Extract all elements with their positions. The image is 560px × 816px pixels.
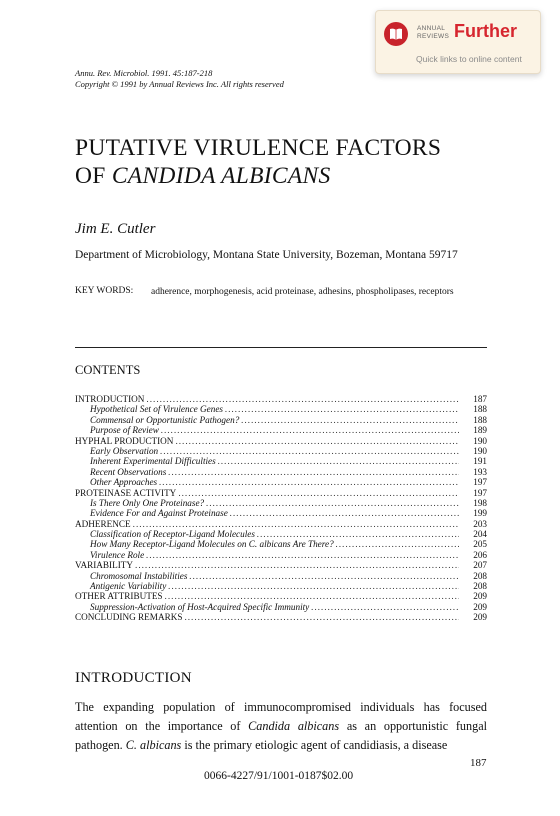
toc-dot-leader	[218, 456, 459, 466]
toc-page-number: 207	[473, 560, 487, 571]
intro-text-e: is the primary etiologic agent of candidiasis, a disease	[181, 738, 448, 752]
author-affiliation: Department of Microbiology, Montana State University, Bozeman, Montana 59717	[75, 249, 458, 261]
toc-dot-leader	[135, 560, 459, 570]
toc-entry-title: Chromosomal Instabilities	[90, 570, 188, 581]
toc-page-number: 209	[473, 612, 487, 623]
toc-page-number: 204	[473, 529, 487, 540]
toc-dot-leader	[230, 508, 459, 518]
toc-dot-leader	[161, 425, 459, 435]
toc-subentry[interactable]	[75, 467, 487, 477]
toc-dot-leader	[225, 404, 459, 414]
contents-heading: CONTENTS	[75, 363, 141, 377]
badge-further-label[interactable]: Further	[454, 21, 517, 41]
toc-page-number: 208	[473, 581, 487, 592]
keywords-label: KEY WORDS:	[75, 286, 134, 296]
toc-entry-title: CONCLUDING REMARKS	[75, 612, 183, 623]
toc-entry-title: Inherent Experimental Difficulties	[90, 456, 216, 467]
toc-page-number: 188	[473, 404, 487, 415]
intro-species-name: Candida albicans	[248, 719, 340, 733]
annual-reviews-logo-icon	[384, 22, 408, 46]
toc-entry[interactable]	[75, 519, 487, 529]
toc-entry-title: How Many Receptor-Ligand Molecules on C. albicans Are There?	[90, 539, 334, 550]
toc-entry-title: INTRODUCTION	[75, 394, 145, 404]
toc-subentry[interactable]	[75, 498, 487, 508]
toc-dot-leader	[178, 488, 459, 498]
table-of-contents	[75, 394, 487, 623]
toc-entry-title: Antigenic Variability	[90, 581, 167, 592]
toc-dot-leader	[146, 550, 459, 560]
toc-entry[interactable]	[75, 560, 487, 570]
toc-page-number: 190	[473, 435, 487, 446]
title-line-2	[75, 162, 441, 190]
toc-page-number: 199	[473, 508, 487, 519]
toc-subentry[interactable]	[75, 571, 487, 581]
page-number: 187	[470, 757, 487, 769]
toc-dot-leader	[189, 571, 459, 581]
toc-subentry[interactable]	[75, 477, 487, 487]
article-title	[75, 134, 441, 190]
intro-text-c: as an opportunistic fungal pathogen.	[75, 719, 487, 752]
toc-subentry[interactable]	[75, 529, 487, 539]
toc-subentry[interactable]	[75, 456, 487, 466]
keywords-text: adherence, morphogenesis, acid proteinase, adhesins, phospholipases, receptors	[151, 287, 454, 297]
toc-page-number: 191	[473, 456, 487, 467]
toc-entry-title: VARIABILITY	[75, 560, 134, 571]
badge-subtitle[interactable]: Quick links to online content	[416, 54, 522, 64]
header-divider	[75, 347, 487, 348]
toc-entry-title: OTHER ATTRIBUTES	[75, 591, 163, 602]
toc-page-number: 209	[473, 601, 487, 612]
citation-line-1: Annu. Rev. Microbiol. 1991. 45:187-218	[75, 68, 213, 78]
toc-page-number: 190	[473, 445, 487, 456]
toc-entry-title: Suppression-Activation of Host-Acquired Specific Immunity	[90, 601, 310, 612]
toc-entry-title: Purpose of Review	[90, 425, 159, 436]
toc-dot-leader	[159, 477, 459, 487]
title-line-2-italic: CANDIDA ALBICANS	[111, 163, 331, 189]
toc-entry-title: Is There Only One Proteinase?	[90, 497, 205, 508]
toc-entry-title: Evidence For and Against Proteinase	[90, 508, 228, 519]
toc-entry[interactable]	[75, 612, 487, 622]
toc-dot-leader	[336, 539, 459, 549]
toc-dot-leader	[146, 394, 459, 404]
intro-text-a: The expanding population of immunocompromised individuals has focused attention on the importance of	[75, 700, 487, 733]
toc-entry-title: Hypothetical Set of Virulence Genes	[90, 404, 224, 415]
badge-brand-text: ANNUAL REVIEWS	[417, 25, 450, 40]
toc-dot-leader	[168, 467, 459, 477]
toc-entry-title: Virulence Role	[90, 549, 145, 560]
toc-page-number: 187	[473, 394, 487, 404]
title-line-2-plain: OF	[75, 163, 112, 189]
toc-dot-leader	[160, 446, 459, 456]
toc-entry-title: Commensal or Opportunistic Pathogen?	[90, 414, 240, 425]
toc-page-number: 193	[473, 466, 487, 477]
toc-dot-leader	[165, 591, 459, 601]
journal-citation	[75, 68, 284, 90]
citation-line-2: Copyright © 1991 by Annual Reviews Inc. All rights reserved	[75, 79, 284, 89]
toc-entry[interactable]	[75, 488, 487, 498]
toc-entry-title: HYPHAL PRODUCTION	[75, 435, 174, 446]
toc-entry-title: PROTEINASE ACTIVITY	[75, 487, 177, 498]
toc-dot-leader	[175, 436, 459, 446]
toc-entry[interactable]	[75, 591, 487, 601]
toc-page-number: 189	[473, 425, 487, 436]
article-code: 0066-4227/91/1001-0187$02.00	[204, 770, 354, 782]
toc-subentry[interactable]	[75, 425, 487, 435]
toc-subentry[interactable]	[75, 404, 487, 414]
toc-dot-leader	[257, 529, 459, 539]
toc-entry[interactable]	[75, 394, 487, 404]
author-name: Jim E. Cutler	[75, 221, 156, 237]
toc-dot-leader	[133, 519, 459, 529]
introduction-heading: INTRODUCTION	[75, 670, 192, 686]
toc-subentry[interactable]	[75, 539, 487, 549]
toc-dot-leader	[168, 581, 459, 591]
toc-page-number: 205	[473, 539, 487, 550]
toc-page-number: 209	[473, 591, 487, 602]
toc-subentry[interactable]	[75, 415, 487, 425]
toc-page-number: 203	[473, 518, 487, 529]
toc-page-number: 198	[473, 497, 487, 508]
toc-subentry[interactable]	[75, 602, 487, 612]
toc-subentry[interactable]	[75, 581, 487, 591]
toc-entry-title: Recent Observations	[90, 466, 167, 477]
toc-entry-title: Early Observation	[90, 445, 159, 456]
toc-page-number: 197	[473, 477, 487, 488]
toc-subentry[interactable]	[75, 508, 487, 518]
intro-species-abbrev: C. albicans	[125, 738, 182, 752]
toc-entry-title: ADHERENCE	[75, 518, 131, 529]
title-line-1: PUTATIVE VIRULENCE FACTORS	[75, 135, 442, 161]
toc-page-number: 208	[473, 570, 487, 581]
annual-reviews-further-badge[interactable]	[375, 10, 541, 74]
toc-entry[interactable]	[75, 436, 487, 446]
toc-page-number: 188	[473, 414, 487, 425]
toc-dot-leader	[311, 602, 459, 612]
toc-page-number: 197	[473, 487, 487, 498]
toc-subentry[interactable]	[75, 550, 487, 560]
toc-page-number: 206	[473, 549, 487, 560]
toc-dot-leader	[206, 498, 459, 508]
toc-dot-leader	[241, 415, 459, 425]
introduction-paragraph	[75, 698, 487, 755]
toc-entry-title: Other Approaches	[90, 477, 158, 488]
toc-entry-title: Classification of Receptor-Ligand Molecules	[90, 529, 255, 540]
toc-dot-leader	[184, 612, 459, 622]
toc-subentry[interactable]	[75, 446, 487, 456]
